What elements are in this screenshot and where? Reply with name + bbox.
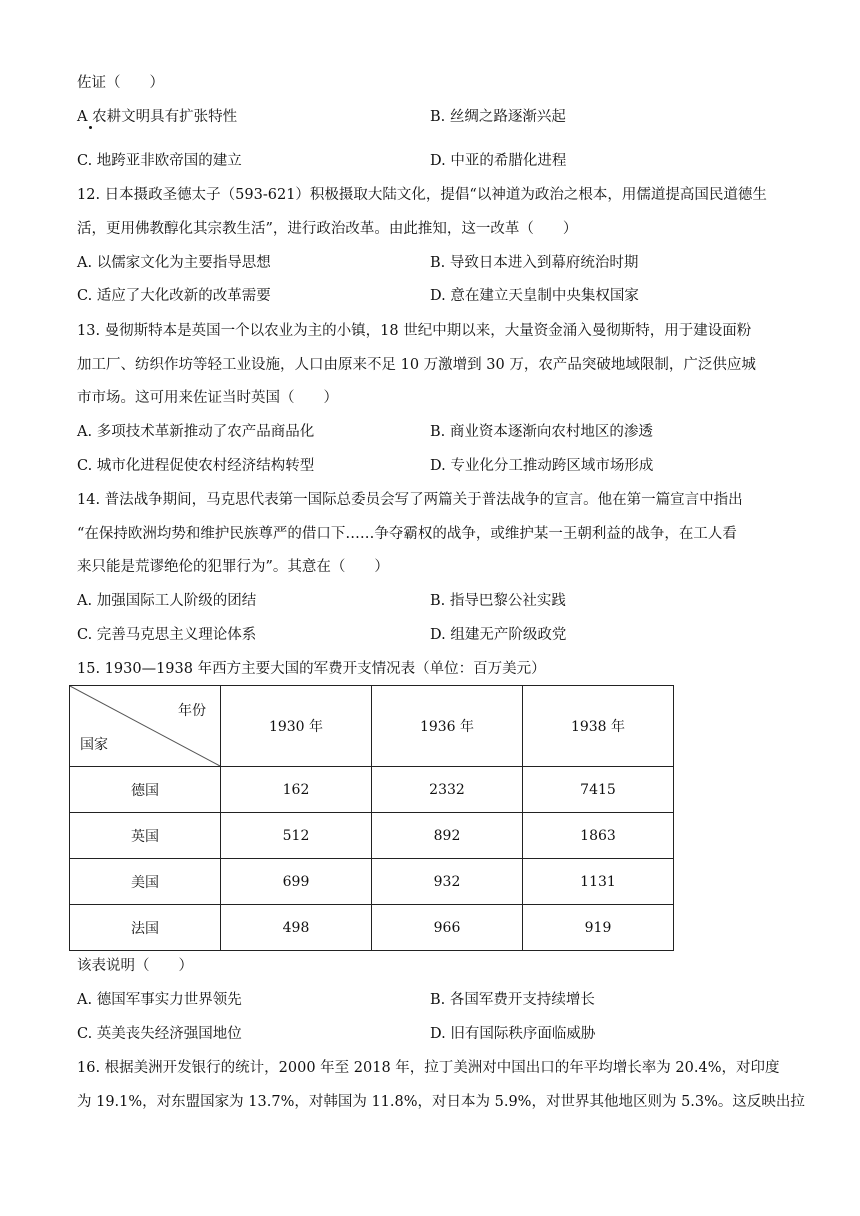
military-expenditure-table xyxy=(69,685,674,951)
q12-option-c[interactable]: C. 适应了大化改新的改革需要 xyxy=(77,288,271,304)
q14-stem-line-1: 14. 普法战争期间，马克思代表第一国际总委员会写了两篇关于普法战争的宣言。他在第一篇宣言中指出 xyxy=(77,492,743,508)
q13-stem-line-3: 市市场。这可用来佐证当时英国（ ） xyxy=(77,390,338,406)
q16-stem-line-2: 为 19.1%，对东盟国家为 13.7%，对韩国为 11.8%，对日本为 5.9%，对世界其他地区则为 5.3%。这反映出拉 xyxy=(77,1094,805,1110)
q11-option-a[interactable]: A 农耕文明具有扩张特性 xyxy=(77,109,238,125)
value-cell: 932 xyxy=(372,859,523,905)
q11-option-d[interactable]: D. 中亚的希腊化进程 xyxy=(430,153,567,169)
value-cell: 699 xyxy=(221,859,372,905)
country-cell: 德国 xyxy=(70,767,221,813)
table-row xyxy=(70,905,674,951)
value-cell: 1863 xyxy=(523,813,674,859)
country-cell: 英国 xyxy=(70,813,221,859)
value-cell: 919 xyxy=(523,905,674,951)
value-cell: 512 xyxy=(221,813,372,859)
diagonal-line xyxy=(70,686,220,766)
emphasis-dot-mark xyxy=(89,126,92,129)
year-header-1936: 1936 年 xyxy=(372,686,523,767)
year-header-1930: 1930 年 xyxy=(221,686,372,767)
q15-stem-tail: 该表说明（ ） xyxy=(77,958,193,974)
country-cell: 美国 xyxy=(70,859,221,905)
header-country-label: 国家 xyxy=(80,737,108,753)
q13-stem-line-1: 13. 曼彻斯特本是英国一个以农业为主的小镇，18 世纪中期以来，大量资金涌入曼彻斯特，用于建设面粉 xyxy=(77,323,752,339)
q16-stem-line-1: 16. 根据美洲开发银行的统计，2000 年至 2018 年，拉丁美洲对中国出口的年平均增长率为 20.4%，对印度 xyxy=(77,1060,780,1076)
q14-stem-line-3: 来只能是荒谬绝伦的犯罪行为”。其意在（ ） xyxy=(77,559,389,575)
value-cell: 162 xyxy=(221,767,372,813)
table-row xyxy=(70,813,674,859)
value-cell: 7415 xyxy=(523,767,674,813)
q15-option-c[interactable]: C. 英美丧失经济强国地位 xyxy=(77,1026,242,1042)
value-cell: 2332 xyxy=(372,767,523,813)
q12-option-a[interactable]: A. 以儒家文化为主要指导思想 xyxy=(77,255,271,271)
value-cell: 892 xyxy=(372,813,523,859)
value-cell: 498 xyxy=(221,905,372,951)
diagonal-header-cell xyxy=(70,686,221,767)
q13-option-a[interactable]: A. 多项技术革新推动了农产品商品化 xyxy=(77,424,315,440)
q11-stem-tail: 佐证（ ） xyxy=(77,75,164,91)
q15-title: 15. 1930—1938 年西方主要大国的军费开支情况表（单位：百万美元） xyxy=(77,661,546,677)
table-row xyxy=(70,859,674,905)
q15-option-a[interactable]: A. 德国军事实力世界领先 xyxy=(77,992,242,1008)
q14-option-a[interactable]: A. 加强国际工人阶级的团结 xyxy=(77,593,257,609)
table-row xyxy=(70,767,674,813)
country-cell: 法国 xyxy=(70,905,221,951)
q12-stem-line-2: 活，更用佛教醇化其宗教生活”，进行政治改革。由此推知，这一改革（ ） xyxy=(77,221,578,237)
q11-option-b[interactable]: B. 丝绸之路逐渐兴起 xyxy=(430,109,566,125)
q12-option-d[interactable]: D. 意在建立天皇制中央集权国家 xyxy=(430,288,639,304)
q13-option-d[interactable]: D. 专业化分工推动跨区域市场形成 xyxy=(430,458,654,474)
q11-option-c[interactable]: C. 地跨亚非欧帝国的建立 xyxy=(77,153,242,169)
q14-option-b[interactable]: B. 指导巴黎公社实践 xyxy=(430,593,566,609)
q13-stem-line-2: 加工厂、纺织作坊等轻工业设施，人口由原来不足 10 万激增到 30 万，农产品突破地域限制，广泛供应城 xyxy=(77,357,756,373)
q13-option-c[interactable]: C. 城市化进程促使农村经济结构转型 xyxy=(77,458,315,474)
q14-stem-line-2: “在保持欧洲均势和维护民族尊严的借口下……争夺霸权的战争，或维护某一王朝利益的战争，在工人看 xyxy=(77,526,737,542)
header-year-label: 年份 xyxy=(178,703,206,719)
q12-stem-line-1: 12. 日本摄政圣德太子（593-621）积极摄取大陆文化，提倡“以神道为政治之根本，用儒道提高国民道德生 xyxy=(77,187,767,203)
table-header-row xyxy=(70,686,674,767)
value-cell: 966 xyxy=(372,905,523,951)
q14-option-c[interactable]: C. 完善马克思主义理论体系 xyxy=(77,627,257,643)
q14-option-d[interactable]: D. 组建无产阶级政党 xyxy=(430,627,567,643)
q13-option-b[interactable]: B. 商业资本逐渐向农村地区的渗透 xyxy=(430,424,653,440)
q15-option-d[interactable]: D. 旧有国际秩序面临威胁 xyxy=(430,1026,596,1042)
q15-option-b[interactable]: B. 各国军费开支持续增长 xyxy=(430,992,595,1008)
year-header-1938: 1938 年 xyxy=(523,686,674,767)
value-cell: 1131 xyxy=(523,859,674,905)
q12-option-b[interactable]: B. 导致日本进入到幕府统治时期 xyxy=(430,255,639,271)
